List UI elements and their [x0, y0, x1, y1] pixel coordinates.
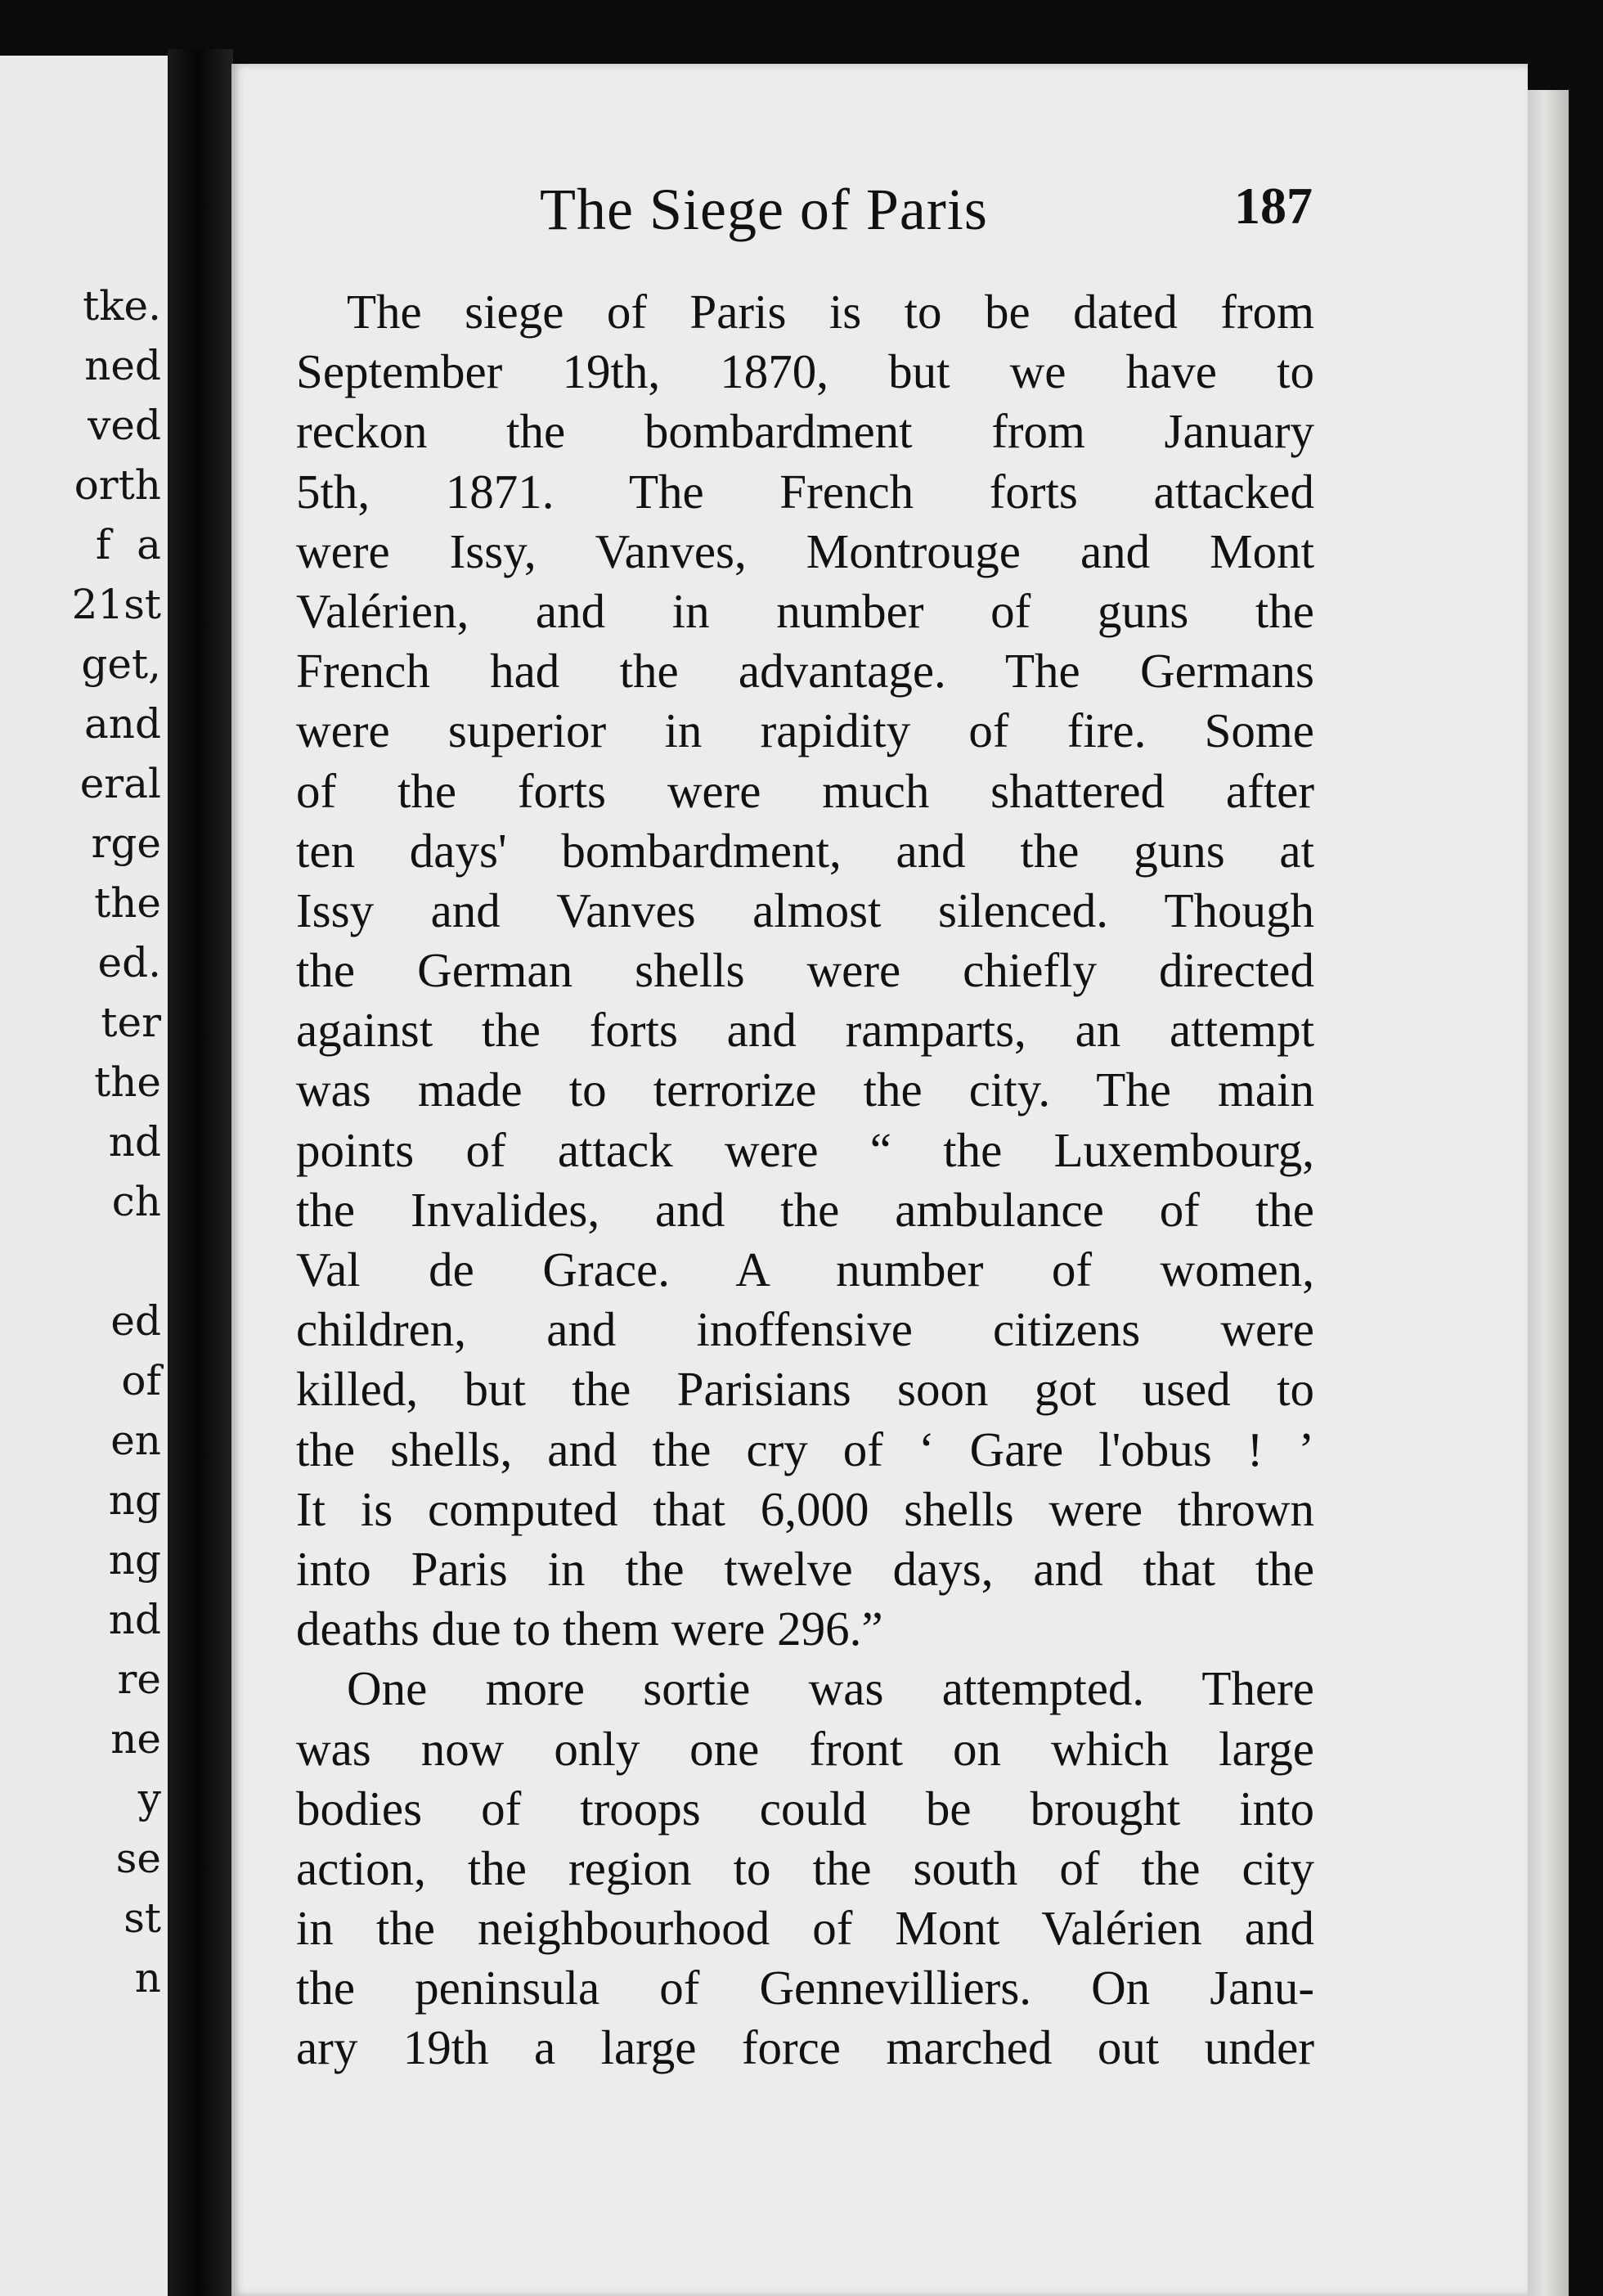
previous-page-line: ne: [110, 1715, 161, 1763]
previous-page-line: [72, 1232, 161, 1292]
text-line: the shells, and the cry of ‘ Gare l'obus ! ’: [296, 1422, 1314, 1476]
previous-page-line: ter: [101, 999, 161, 1046]
previous-page-line: nd: [108, 1596, 161, 1643]
text-line: points of attack were “ the Luxembourg,: [296, 1122, 1314, 1177]
previous-page-line: st: [123, 1894, 161, 1942]
text-line: ten days' bombardment, and the guns at: [296, 823, 1314, 878]
text-line: was made to terrorize the city. The main: [296, 1063, 1314, 1117]
text-line: Valérien, and in number of guns the: [296, 583, 1314, 638]
text-line: 5th, 1871. The French forts attacked: [296, 464, 1314, 519]
text-line: against the forts and ramparts, an attempt: [296, 1003, 1314, 1058]
running-title: The Siege of Paris: [540, 177, 988, 242]
previous-page-line: f a: [95, 521, 161, 568]
previous-page-line: get,: [81, 640, 161, 688]
previous-page-line: ng: [108, 1536, 161, 1584]
previous-page-line: eral: [79, 760, 161, 807]
text-line: reckon the bombardment from January: [296, 404, 1314, 459]
body-text: [296, 282, 1314, 2078]
text-line: Val de Grace. A number of women,: [296, 1242, 1314, 1296]
previous-page-line: n: [134, 1954, 161, 2002]
text-line: It is computed that 6,000 shells were thrown: [296, 1481, 1314, 1536]
previous-page-line: ed.: [97, 939, 161, 986]
previous-page-line: re: [117, 1656, 161, 1703]
previous-page-line: en: [110, 1417, 161, 1464]
text-line: deaths due to them were 296.”: [296, 1602, 883, 1656]
text-line: Issy and Vanves almost silenced. Though: [296, 883, 1314, 937]
text-line: One more sortie was attempted. There: [347, 1661, 1314, 1716]
text-line: were Issy, Vanves, Montrouge and Mont: [296, 523, 1314, 578]
text-line: French had the advantage. The Germans: [296, 644, 1314, 699]
previous-page-line: the: [94, 879, 161, 927]
text-line: the Invalides, and the ambulance of the: [296, 1182, 1314, 1237]
previous-page-line: se: [115, 1835, 161, 1882]
previous-page-line: ved: [88, 402, 161, 449]
text-line: in the neighbourhood of Mont Valérien and: [296, 1901, 1314, 1956]
previous-page-line: tke.: [83, 282, 161, 330]
previous-page-line: ed: [110, 1297, 161, 1345]
text-line: The siege of Paris is to be dated from: [347, 285, 1314, 339]
previous-page-fragment: [0, 56, 168, 2296]
text-line: were superior in rapidity of fire. Some: [296, 703, 1314, 758]
text-line: bodies of troops could be brought into: [296, 1781, 1314, 1835]
previous-page-line: 21st: [71, 581, 161, 628]
text-line: of the forts were much shattered after: [296, 763, 1314, 818]
text-line: action, the region to the south of the city: [296, 1840, 1314, 1895]
text-line: into Paris in the twelve days, and that the: [296, 1541, 1314, 1596]
text-line: the peninsula of Gennevilliers. On Janu-: [296, 1961, 1314, 2015]
page-edges: [1528, 90, 1569, 2296]
running-head: [299, 176, 1313, 258]
page-number: 187: [1234, 177, 1313, 235]
previous-page-line: of: [121, 1357, 161, 1404]
text-line: was now only one front on which large: [296, 1721, 1314, 1776]
previous-page-line: nd: [108, 1118, 161, 1166]
previous-page-line: rge: [91, 820, 161, 867]
previous-page-line: the: [94, 1058, 161, 1106]
previous-page-line: y: [137, 1775, 161, 1822]
text-line: children, and inoffensive citizens were: [296, 1302, 1314, 1357]
text-line: ary 19th a large force marched out under: [296, 2020, 1314, 2075]
text-line: September 19th, 1870, but we have to: [296, 344, 1314, 399]
text-line: the German shells were chiefly directed: [296, 943, 1314, 998]
previous-page-line: ned: [84, 342, 161, 389]
previous-page-line: ng: [108, 1476, 161, 1524]
previous-page-text: [72, 276, 161, 2008]
previous-page-line: orth: [74, 461, 161, 509]
book-gutter: [168, 49, 233, 2296]
previous-page-line: and: [83, 700, 161, 748]
text-line: killed, but the Parisians soon got used to: [296, 1362, 1314, 1417]
previous-page-line: ch: [111, 1178, 161, 1225]
